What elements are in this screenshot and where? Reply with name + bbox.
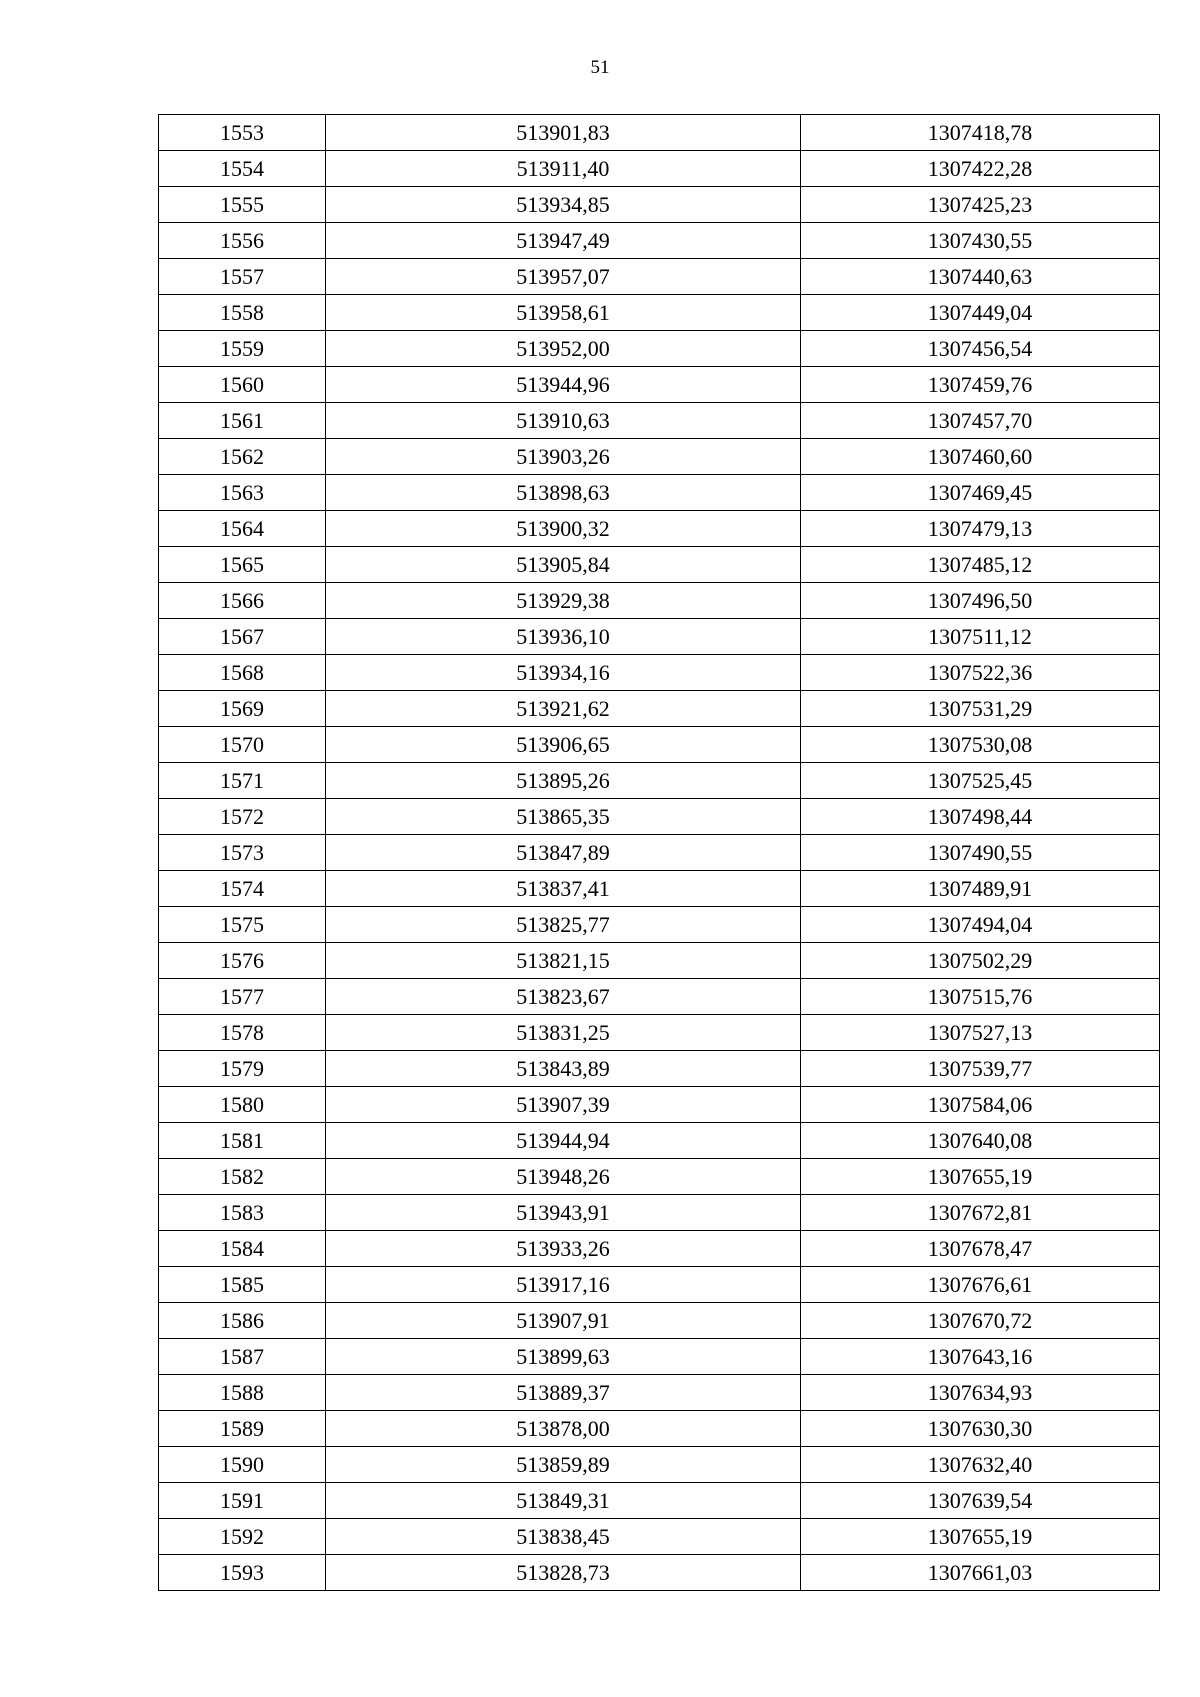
x-coordinate-cell: 513934,85 — [326, 187, 801, 223]
y-coordinate-cell: 1307630,30 — [801, 1411, 1160, 1447]
point-number-cell: 1556 — [159, 223, 326, 259]
point-number-cell: 1565 — [159, 547, 326, 583]
y-coordinate-cell: 1307676,61 — [801, 1267, 1160, 1303]
point-number-cell: 1592 — [159, 1519, 326, 1555]
y-coordinate-cell: 1307425,23 — [801, 187, 1160, 223]
x-coordinate-cell: 513907,39 — [326, 1087, 801, 1123]
y-coordinate-cell: 1307498,44 — [801, 799, 1160, 835]
x-coordinate-cell: 513838,45 — [326, 1519, 801, 1555]
table-row — [159, 1483, 1160, 1519]
point-number-cell: 1575 — [159, 907, 326, 943]
point-number-cell: 1584 — [159, 1231, 326, 1267]
x-coordinate-cell: 513849,31 — [326, 1483, 801, 1519]
point-number-cell: 1591 — [159, 1483, 326, 1519]
y-coordinate-cell: 1307511,12 — [801, 619, 1160, 655]
table-row — [159, 1051, 1160, 1087]
table-row — [159, 691, 1160, 727]
table-row — [159, 1123, 1160, 1159]
point-number-cell: 1554 — [159, 151, 326, 187]
x-coordinate-cell: 513921,62 — [326, 691, 801, 727]
table-row — [159, 367, 1160, 403]
table-row — [159, 1015, 1160, 1051]
x-coordinate-cell: 513828,73 — [326, 1555, 801, 1591]
y-coordinate-cell: 1307456,54 — [801, 331, 1160, 367]
point-number-cell: 1555 — [159, 187, 326, 223]
y-coordinate-cell: 1307469,45 — [801, 475, 1160, 511]
table-row — [159, 511, 1160, 547]
point-number-cell: 1585 — [159, 1267, 326, 1303]
x-coordinate-cell: 513910,63 — [326, 403, 801, 439]
y-coordinate-cell: 1307449,04 — [801, 295, 1160, 331]
table-row — [159, 1303, 1160, 1339]
point-number-cell: 1559 — [159, 331, 326, 367]
table-row — [159, 835, 1160, 871]
table-row — [159, 979, 1160, 1015]
point-number-cell: 1561 — [159, 403, 326, 439]
table-row — [159, 223, 1160, 259]
x-coordinate-cell: 513898,63 — [326, 475, 801, 511]
point-number-cell: 1587 — [159, 1339, 326, 1375]
x-coordinate-cell: 513895,26 — [326, 763, 801, 799]
x-coordinate-cell: 513899,63 — [326, 1339, 801, 1375]
x-coordinate-cell: 513837,41 — [326, 871, 801, 907]
x-coordinate-cell: 513936,10 — [326, 619, 801, 655]
y-coordinate-cell: 1307485,12 — [801, 547, 1160, 583]
y-coordinate-cell: 1307661,03 — [801, 1555, 1160, 1591]
y-coordinate-cell: 1307639,54 — [801, 1483, 1160, 1519]
x-coordinate-cell: 513907,91 — [326, 1303, 801, 1339]
x-coordinate-cell: 513878,00 — [326, 1411, 801, 1447]
x-coordinate-cell: 513911,40 — [326, 151, 801, 187]
y-coordinate-cell: 1307678,47 — [801, 1231, 1160, 1267]
x-coordinate-cell: 513948,26 — [326, 1159, 801, 1195]
y-coordinate-cell: 1307440,63 — [801, 259, 1160, 295]
point-number-cell: 1589 — [159, 1411, 326, 1447]
point-number-cell: 1564 — [159, 511, 326, 547]
x-coordinate-cell: 513943,91 — [326, 1195, 801, 1231]
x-coordinate-cell: 513889,37 — [326, 1375, 801, 1411]
table-row — [159, 439, 1160, 475]
x-coordinate-cell: 513934,16 — [326, 655, 801, 691]
table-row — [159, 583, 1160, 619]
table-row — [159, 655, 1160, 691]
x-coordinate-cell: 513958,61 — [326, 295, 801, 331]
table-row — [159, 1231, 1160, 1267]
table-row — [159, 943, 1160, 979]
y-coordinate-cell: 1307634,93 — [801, 1375, 1160, 1411]
point-number-cell: 1570 — [159, 727, 326, 763]
x-coordinate-cell: 513944,94 — [326, 1123, 801, 1159]
x-coordinate-cell: 513903,26 — [326, 439, 801, 475]
y-coordinate-cell: 1307672,81 — [801, 1195, 1160, 1231]
table-row — [159, 619, 1160, 655]
table-row — [159, 1411, 1160, 1447]
point-number-cell: 1579 — [159, 1051, 326, 1087]
y-coordinate-cell: 1307643,16 — [801, 1339, 1160, 1375]
x-coordinate-cell: 513847,89 — [326, 835, 801, 871]
table-row — [159, 259, 1160, 295]
y-coordinate-cell: 1307489,91 — [801, 871, 1160, 907]
point-number-cell: 1569 — [159, 691, 326, 727]
y-coordinate-cell: 1307522,36 — [801, 655, 1160, 691]
x-coordinate-cell: 513947,49 — [326, 223, 801, 259]
x-coordinate-cell: 513933,26 — [326, 1231, 801, 1267]
x-coordinate-cell: 513906,65 — [326, 727, 801, 763]
table-row — [159, 475, 1160, 511]
table-row — [159, 763, 1160, 799]
x-coordinate-cell: 513929,38 — [326, 583, 801, 619]
y-coordinate-cell: 1307479,13 — [801, 511, 1160, 547]
coordinates-table — [158, 114, 1160, 1591]
y-coordinate-cell: 1307640,08 — [801, 1123, 1160, 1159]
y-coordinate-cell: 1307527,13 — [801, 1015, 1160, 1051]
table-row — [159, 1339, 1160, 1375]
table-row — [159, 1447, 1160, 1483]
point-number-cell: 1574 — [159, 871, 326, 907]
table-row — [159, 1087, 1160, 1123]
y-coordinate-cell: 1307670,72 — [801, 1303, 1160, 1339]
x-coordinate-cell: 513905,84 — [326, 547, 801, 583]
table-row — [159, 331, 1160, 367]
x-coordinate-cell: 513957,07 — [326, 259, 801, 295]
y-coordinate-cell: 1307457,70 — [801, 403, 1160, 439]
x-coordinate-cell: 513901,83 — [326, 115, 801, 151]
table-row — [159, 115, 1160, 151]
y-coordinate-cell: 1307496,50 — [801, 583, 1160, 619]
x-coordinate-cell: 513831,25 — [326, 1015, 801, 1051]
point-number-cell: 1567 — [159, 619, 326, 655]
table-row — [159, 403, 1160, 439]
page-number: 51 — [590, 57, 610, 78]
table-row — [159, 295, 1160, 331]
x-coordinate-cell: 513917,16 — [326, 1267, 801, 1303]
point-number-cell: 1571 — [159, 763, 326, 799]
y-coordinate-cell: 1307525,45 — [801, 763, 1160, 799]
point-number-cell: 1568 — [159, 655, 326, 691]
coordinates-table-body — [159, 115, 1160, 1591]
y-coordinate-cell: 1307418,78 — [801, 115, 1160, 151]
y-coordinate-cell: 1307494,04 — [801, 907, 1160, 943]
point-number-cell: 1588 — [159, 1375, 326, 1411]
point-number-cell: 1580 — [159, 1087, 326, 1123]
y-coordinate-cell: 1307632,40 — [801, 1447, 1160, 1483]
point-number-cell: 1563 — [159, 475, 326, 511]
point-number-cell: 1553 — [159, 115, 326, 151]
table-row — [159, 151, 1160, 187]
table-row — [159, 187, 1160, 223]
y-coordinate-cell: 1307655,19 — [801, 1159, 1160, 1195]
table-row — [159, 907, 1160, 943]
y-coordinate-cell: 1307422,28 — [801, 151, 1160, 187]
y-coordinate-cell: 1307459,76 — [801, 367, 1160, 403]
table-row — [159, 1267, 1160, 1303]
point-number-cell: 1572 — [159, 799, 326, 835]
point-number-cell: 1581 — [159, 1123, 326, 1159]
table-row — [159, 871, 1160, 907]
y-coordinate-cell: 1307430,55 — [801, 223, 1160, 259]
y-coordinate-cell: 1307584,06 — [801, 1087, 1160, 1123]
x-coordinate-cell: 513823,67 — [326, 979, 801, 1015]
point-number-cell: 1560 — [159, 367, 326, 403]
point-number-cell: 1583 — [159, 1195, 326, 1231]
y-coordinate-cell: 1307655,19 — [801, 1519, 1160, 1555]
table-row — [159, 547, 1160, 583]
y-coordinate-cell: 1307490,55 — [801, 835, 1160, 871]
point-number-cell: 1590 — [159, 1447, 326, 1483]
table-row — [159, 1519, 1160, 1555]
point-number-cell: 1566 — [159, 583, 326, 619]
table-row — [159, 1195, 1160, 1231]
x-coordinate-cell: 513843,89 — [326, 1051, 801, 1087]
x-coordinate-cell: 513900,32 — [326, 511, 801, 547]
point-number-cell: 1586 — [159, 1303, 326, 1339]
point-number-cell: 1558 — [159, 295, 326, 331]
x-coordinate-cell: 513952,00 — [326, 331, 801, 367]
x-coordinate-cell: 513865,35 — [326, 799, 801, 835]
point-number-cell: 1593 — [159, 1555, 326, 1591]
table-row — [159, 1159, 1160, 1195]
x-coordinate-cell: 513859,89 — [326, 1447, 801, 1483]
table-row — [159, 727, 1160, 763]
y-coordinate-cell: 1307502,29 — [801, 943, 1160, 979]
point-number-cell: 1573 — [159, 835, 326, 871]
point-number-cell: 1577 — [159, 979, 326, 1015]
table-row — [159, 1375, 1160, 1411]
table-row — [159, 799, 1160, 835]
y-coordinate-cell: 1307515,76 — [801, 979, 1160, 1015]
point-number-cell: 1557 — [159, 259, 326, 295]
point-number-cell: 1582 — [159, 1159, 326, 1195]
x-coordinate-cell: 513821,15 — [326, 943, 801, 979]
y-coordinate-cell: 1307530,08 — [801, 727, 1160, 763]
point-number-cell: 1576 — [159, 943, 326, 979]
y-coordinate-cell: 1307539,77 — [801, 1051, 1160, 1087]
point-number-cell: 1578 — [159, 1015, 326, 1051]
point-number-cell: 1562 — [159, 439, 326, 475]
y-coordinate-cell: 1307460,60 — [801, 439, 1160, 475]
y-coordinate-cell: 1307531,29 — [801, 691, 1160, 727]
table-row — [159, 1555, 1160, 1591]
x-coordinate-cell: 513825,77 — [326, 907, 801, 943]
x-coordinate-cell: 513944,96 — [326, 367, 801, 403]
